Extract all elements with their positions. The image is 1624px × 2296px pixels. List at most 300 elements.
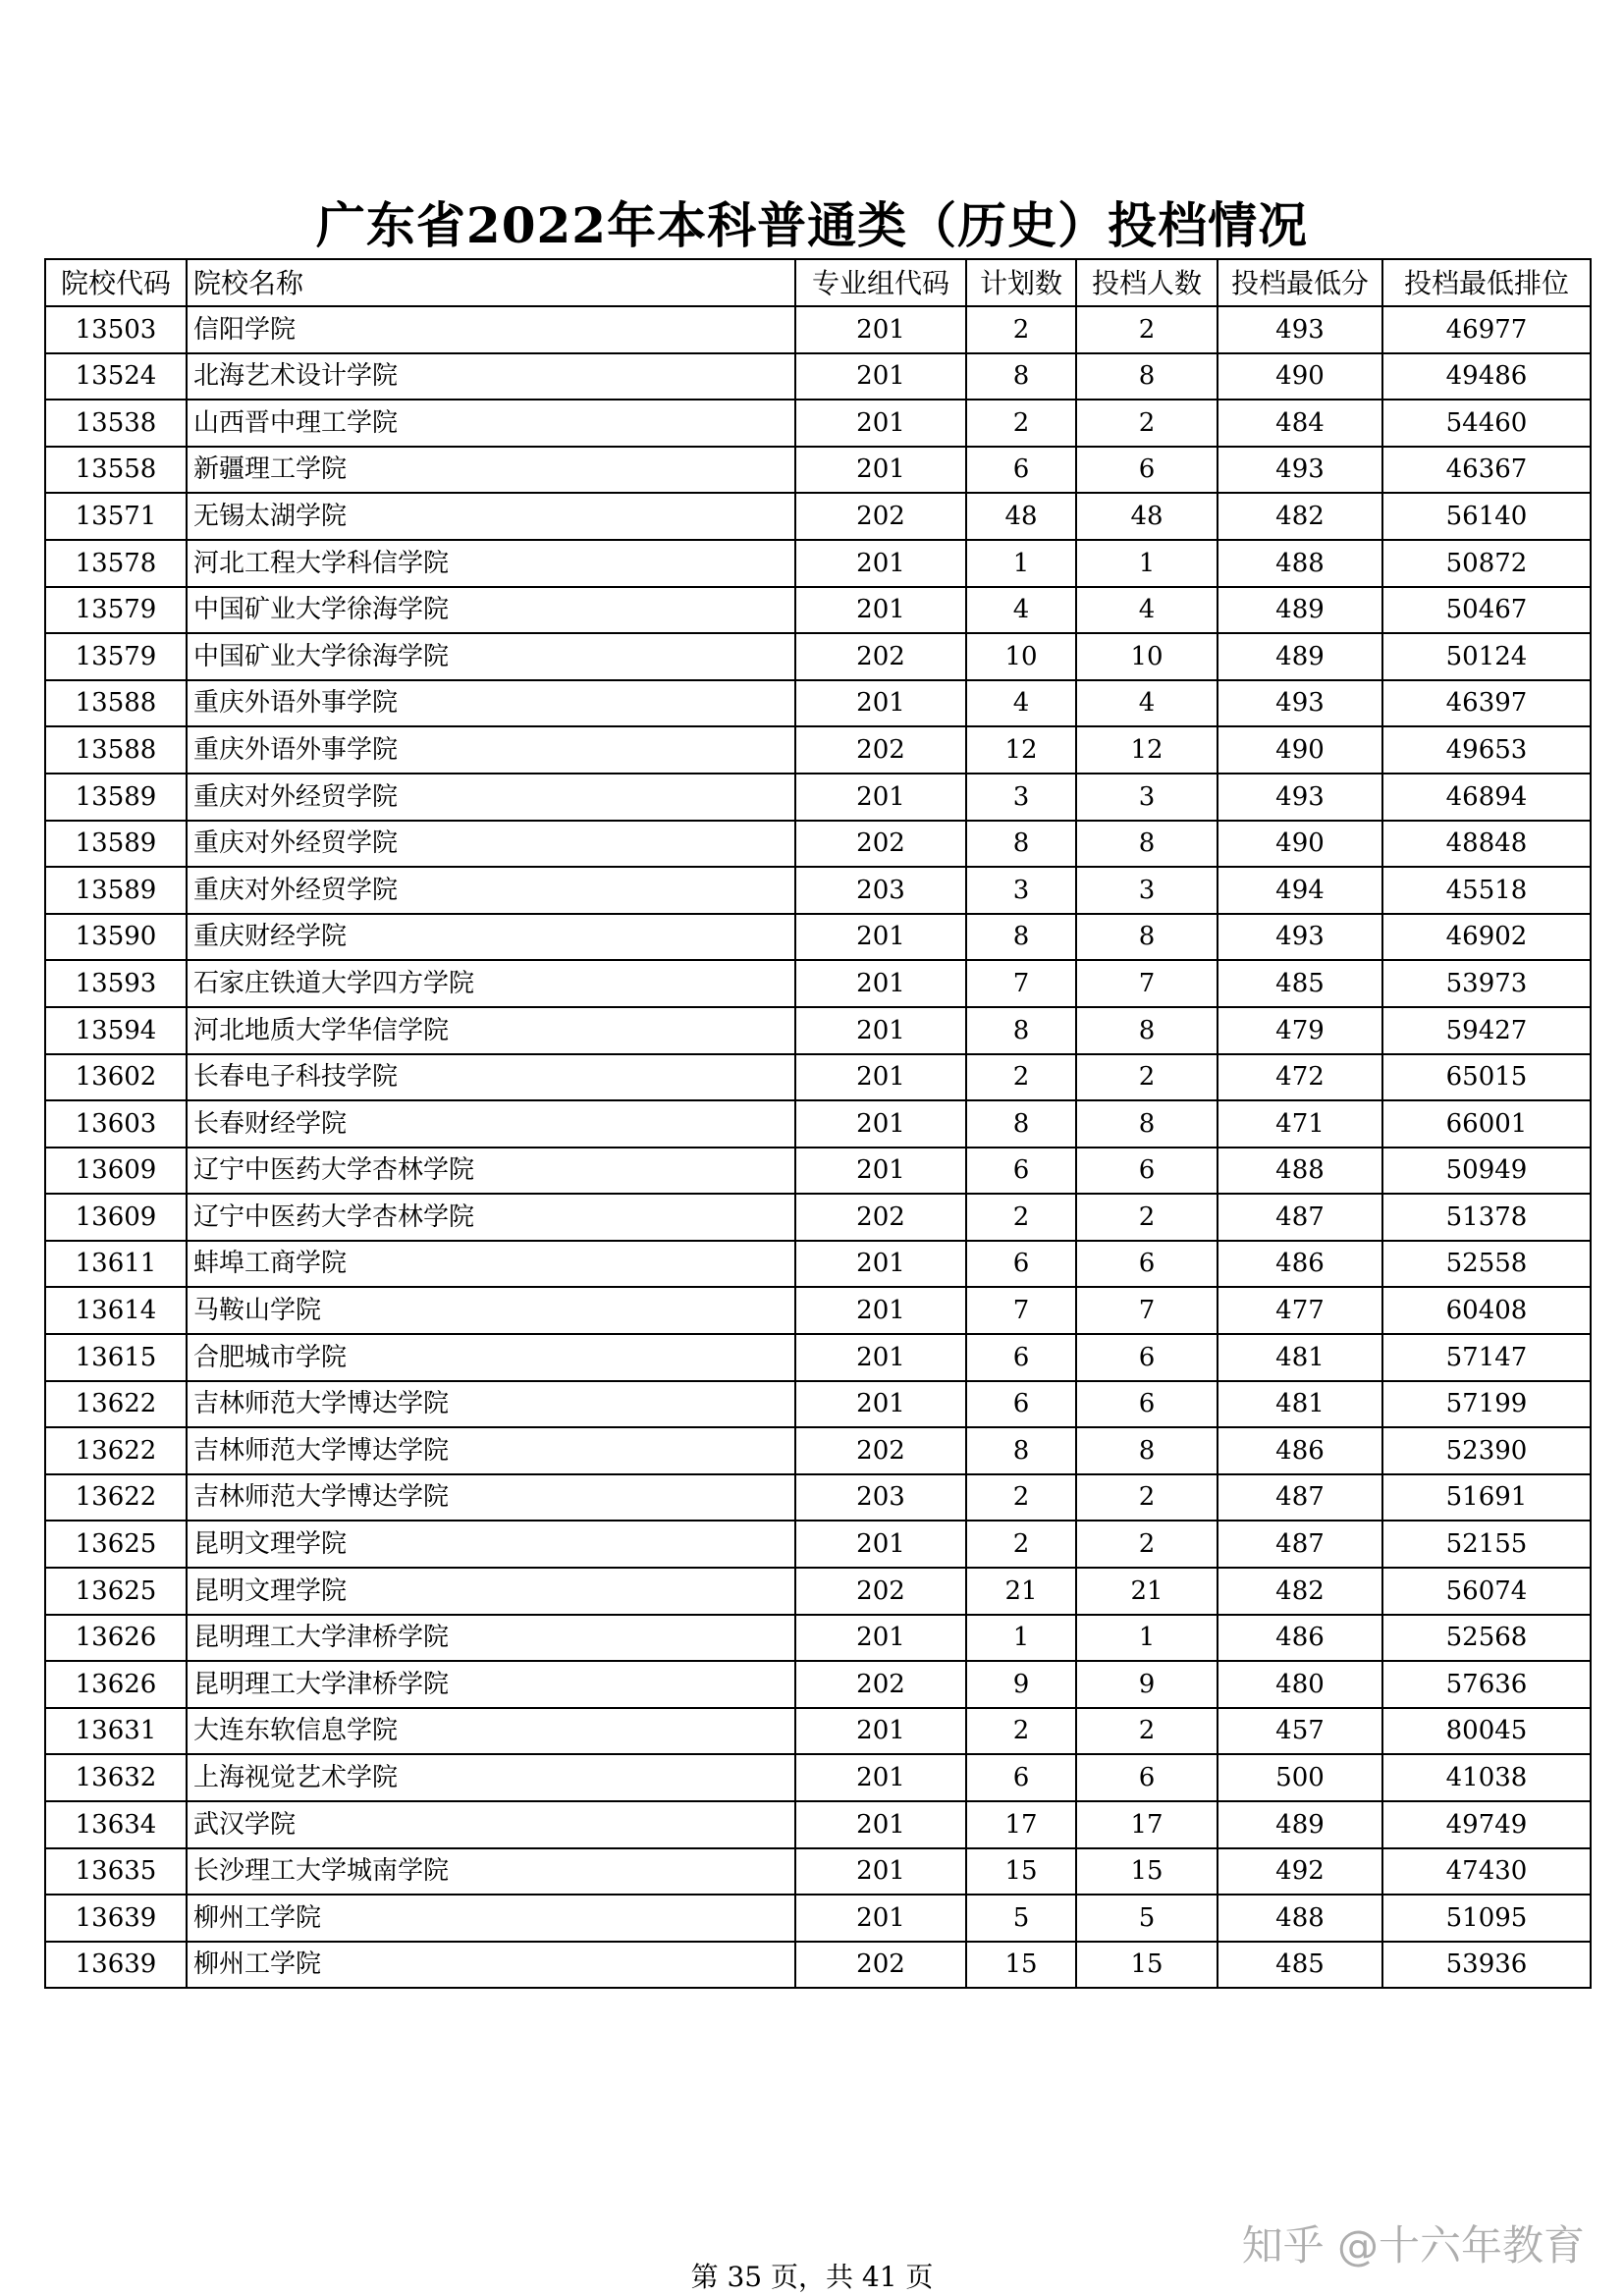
- cell-school-code: 13635: [45, 1848, 187, 1896]
- cell-min-rank: 56140: [1382, 493, 1591, 540]
- cell-min-rank: 52390: [1382, 1427, 1591, 1474]
- cell-admitted-count: 6: [1076, 1148, 1218, 1195]
- table-row: [45, 960, 1591, 1007]
- cell-plan-count: 6: [966, 1334, 1076, 1381]
- cell-group-code: 201: [795, 1007, 966, 1054]
- cell-plan-count: 2: [966, 1054, 1076, 1101]
- cell-min-score: 487: [1218, 1194, 1382, 1241]
- table-row: [45, 1615, 1591, 1662]
- table-row: [45, 306, 1591, 353]
- cell-school-code: 13571: [45, 493, 187, 540]
- cell-admitted-count: 7: [1076, 960, 1218, 1007]
- cell-min-rank: 80045: [1382, 1708, 1591, 1755]
- cell-school-name: 中国矿业大学徐海学院: [187, 633, 795, 680]
- cell-school-name: 长沙理工大学城南学院: [187, 1848, 795, 1896]
- cell-group-code: 201: [795, 1100, 966, 1148]
- cell-school-name: 河北工程大学科信学院: [187, 540, 795, 587]
- cell-min-rank: 50467: [1382, 587, 1591, 634]
- cell-min-rank: 48848: [1382, 821, 1591, 868]
- cell-school-name: 河北地质大学华信学院: [187, 1007, 795, 1054]
- table-row: [45, 1148, 1591, 1195]
- cell-min-score: 492: [1218, 1848, 1382, 1896]
- cell-min-score: 493: [1218, 680, 1382, 727]
- cell-plan-count: 9: [966, 1661, 1076, 1708]
- cell-school-name: 信阳学院: [187, 306, 795, 353]
- cell-group-code: 201: [795, 1148, 966, 1195]
- cell-group-code: 202: [795, 1427, 966, 1474]
- cell-min-score: 493: [1218, 447, 1382, 494]
- cell-school-code: 13622: [45, 1474, 187, 1522]
- cell-group-code: 201: [795, 447, 966, 494]
- cell-group-code: 202: [795, 1942, 966, 1989]
- table-row: [45, 1007, 1591, 1054]
- cell-group-code: 201: [795, 353, 966, 400]
- table-row: [45, 914, 1591, 961]
- cell-plan-count: 2: [966, 1708, 1076, 1755]
- cell-group-code: 201: [795, 680, 966, 727]
- cell-admitted-count: 2: [1076, 1054, 1218, 1101]
- cell-plan-count: 8: [966, 1427, 1076, 1474]
- cell-group-code: 201: [795, 960, 966, 1007]
- cell-admitted-count: 1: [1076, 1615, 1218, 1662]
- table-row: [45, 587, 1591, 634]
- cell-school-code: 13589: [45, 867, 187, 914]
- cell-min-score: 485: [1218, 1942, 1382, 1989]
- cell-min-rank: 47430: [1382, 1848, 1591, 1896]
- cell-min-score: 490: [1218, 726, 1382, 774]
- cell-admitted-count: 10: [1076, 633, 1218, 680]
- table-row: [45, 447, 1591, 494]
- cell-plan-count: 7: [966, 1287, 1076, 1334]
- cell-min-score: 490: [1218, 353, 1382, 400]
- cell-admitted-count: 6: [1076, 447, 1218, 494]
- cell-min-score: 457: [1218, 1708, 1382, 1755]
- cell-school-name: 辽宁中医药大学杏林学院: [187, 1148, 795, 1195]
- cell-group-code: 201: [795, 1895, 966, 1942]
- cell-school-name: 吉林师范大学博达学院: [187, 1474, 795, 1522]
- cell-min-rank: 65015: [1382, 1054, 1591, 1101]
- header-school-name: 院校名称: [187, 259, 795, 306]
- cell-admitted-count: 17: [1076, 1801, 1218, 1848]
- cell-plan-count: 6: [966, 1754, 1076, 1801]
- cell-plan-count: 4: [966, 587, 1076, 634]
- table-row: [45, 540, 1591, 587]
- cell-plan-count: 48: [966, 493, 1076, 540]
- cell-school-name: 重庆财经学院: [187, 914, 795, 961]
- cell-group-code: 203: [795, 867, 966, 914]
- cell-school-name: 昆明理工大学津桥学院: [187, 1661, 795, 1708]
- cell-school-code: 13579: [45, 587, 187, 634]
- table-row: [45, 821, 1591, 868]
- cell-admitted-count: 4: [1076, 587, 1218, 634]
- table-row: [45, 353, 1591, 400]
- watermark: 知乎 @十六年教育: [1241, 2221, 1585, 2269]
- cell-school-name: 吉林师范大学博达学院: [187, 1427, 795, 1474]
- cell-school-name: 无锡太湖学院: [187, 493, 795, 540]
- table-row: [45, 774, 1591, 821]
- table-row: [45, 1754, 1591, 1801]
- cell-min-rank: 50872: [1382, 540, 1591, 587]
- cell-school-name: 柳州工学院: [187, 1942, 795, 1989]
- cell-admitted-count: 2: [1076, 1708, 1218, 1755]
- table-row: [45, 1801, 1591, 1848]
- cell-min-score: 485: [1218, 960, 1382, 1007]
- cell-school-code: 13614: [45, 1287, 187, 1334]
- cell-plan-count: 7: [966, 960, 1076, 1007]
- cell-plan-count: 17: [966, 1801, 1076, 1848]
- cell-group-code: 202: [795, 1194, 966, 1241]
- cell-min-rank: 57636: [1382, 1661, 1591, 1708]
- table-row: [45, 1661, 1591, 1708]
- cell-school-code: 13593: [45, 960, 187, 1007]
- cell-min-rank: 53936: [1382, 1942, 1591, 1989]
- cell-plan-count: 8: [966, 821, 1076, 868]
- cell-plan-count: 8: [966, 914, 1076, 961]
- table-row: [45, 1848, 1591, 1896]
- cell-admitted-count: 6: [1076, 1381, 1218, 1428]
- cell-min-rank: 57199: [1382, 1381, 1591, 1428]
- cell-min-rank: 52568: [1382, 1615, 1591, 1662]
- cell-plan-count: 1: [966, 1615, 1076, 1662]
- cell-admitted-count: 8: [1076, 1427, 1218, 1474]
- cell-school-code: 13625: [45, 1568, 187, 1615]
- cell-school-code: 13625: [45, 1521, 187, 1568]
- cell-plan-count: 3: [966, 774, 1076, 821]
- cell-school-name: 柳州工学院: [187, 1895, 795, 1942]
- cell-school-name: 昆明文理学院: [187, 1568, 795, 1615]
- cell-school-code: 13503: [45, 306, 187, 353]
- cell-admitted-count: 8: [1076, 821, 1218, 868]
- cell-school-code: 13609: [45, 1148, 187, 1195]
- cell-plan-count: 5: [966, 1895, 1076, 1942]
- cell-min-score: 479: [1218, 1007, 1382, 1054]
- cell-group-code: 201: [795, 1054, 966, 1101]
- cell-plan-count: 6: [966, 1381, 1076, 1428]
- cell-group-code: 201: [795, 400, 966, 447]
- header-min-score: 投档最低分: [1218, 259, 1382, 306]
- table-body: [45, 306, 1591, 1988]
- cell-plan-count: 8: [966, 1100, 1076, 1148]
- cell-min-score: 486: [1218, 1241, 1382, 1288]
- cell-school-code: 13603: [45, 1100, 187, 1148]
- table-row: [45, 493, 1591, 540]
- cell-group-code: 201: [795, 1848, 966, 1896]
- cell-plan-count: 2: [966, 400, 1076, 447]
- cell-min-rank: 46397: [1382, 680, 1591, 727]
- cell-school-name: 蚌埠工商学院: [187, 1241, 795, 1288]
- cell-plan-count: 21: [966, 1568, 1076, 1615]
- cell-min-rank: 49749: [1382, 1801, 1591, 1848]
- cell-admitted-count: 2: [1076, 1194, 1218, 1241]
- cell-min-score: 489: [1218, 587, 1382, 634]
- cell-group-code: 202: [795, 821, 966, 868]
- cell-min-score: 489: [1218, 1801, 1382, 1848]
- cell-group-code: 201: [795, 1287, 966, 1334]
- cell-min-rank: 57147: [1382, 1334, 1591, 1381]
- table-row: [45, 1381, 1591, 1428]
- cell-school-code: 13589: [45, 821, 187, 868]
- cell-admitted-count: 6: [1076, 1754, 1218, 1801]
- cell-school-name: 石家庄铁道大学四方学院: [187, 960, 795, 1007]
- cell-min-rank: 46902: [1382, 914, 1591, 961]
- table-row: [45, 400, 1591, 447]
- cell-plan-count: 15: [966, 1848, 1076, 1896]
- cell-group-code: 202: [795, 1568, 966, 1615]
- cell-min-score: 493: [1218, 774, 1382, 821]
- cell-min-score: 493: [1218, 914, 1382, 961]
- cell-school-name: 中国矿业大学徐海学院: [187, 587, 795, 634]
- cell-min-score: 489: [1218, 633, 1382, 680]
- cell-min-rank: 46367: [1382, 447, 1591, 494]
- cell-school-code: 13524: [45, 353, 187, 400]
- table-row: [45, 680, 1591, 727]
- cell-group-code: 202: [795, 1661, 966, 1708]
- cell-school-name: 合肥城市学院: [187, 1334, 795, 1381]
- header-row: [45, 259, 1591, 306]
- table-row: [45, 1287, 1591, 1334]
- cell-min-score: 482: [1218, 1568, 1382, 1615]
- cell-school-name: 山西晋中理工学院: [187, 400, 795, 447]
- cell-school-code: 13579: [45, 633, 187, 680]
- cell-min-score: 484: [1218, 400, 1382, 447]
- cell-admitted-count: 8: [1076, 914, 1218, 961]
- cell-min-rank: 53973: [1382, 960, 1591, 1007]
- cell-school-name: 马鞍山学院: [187, 1287, 795, 1334]
- cell-admitted-count: 8: [1076, 353, 1218, 400]
- cell-school-code: 13538: [45, 400, 187, 447]
- cell-plan-count: 10: [966, 633, 1076, 680]
- table-row: [45, 726, 1591, 774]
- cell-school-name: 辽宁中医药大学杏林学院: [187, 1194, 795, 1241]
- cell-group-code: 201: [795, 587, 966, 634]
- cell-min-score: 493: [1218, 306, 1382, 353]
- header-group-code: 专业组代码: [795, 259, 966, 306]
- cell-min-rank: 41038: [1382, 1754, 1591, 1801]
- cell-admitted-count: 2: [1076, 1474, 1218, 1522]
- page-footer: 第 35 页，共 41 页: [690, 2261, 934, 2293]
- cell-school-name: 大连东软信息学院: [187, 1708, 795, 1755]
- cell-admitted-count: 8: [1076, 1007, 1218, 1054]
- cell-group-code: 201: [795, 540, 966, 587]
- table-row: [45, 1241, 1591, 1288]
- admission-table: [44, 258, 1592, 1989]
- cell-min-rank: 49653: [1382, 726, 1591, 774]
- table-row: [45, 1895, 1591, 1942]
- cell-school-name: 重庆外语外事学院: [187, 726, 795, 774]
- table-row: [45, 1708, 1591, 1755]
- cell-min-score: 472: [1218, 1054, 1382, 1101]
- table-row: [45, 1942, 1591, 1989]
- cell-group-code: 202: [795, 726, 966, 774]
- cell-admitted-count: 2: [1076, 1521, 1218, 1568]
- cell-school-code: 13602: [45, 1054, 187, 1101]
- cell-min-rank: 52155: [1382, 1521, 1591, 1568]
- cell-plan-count: 8: [966, 353, 1076, 400]
- page-title: 广东省2022年本科普通类（历史）投档情况: [315, 196, 1309, 254]
- cell-min-rank: 45518: [1382, 867, 1591, 914]
- cell-school-name: 重庆对外经贸学院: [187, 821, 795, 868]
- cell-admitted-count: 4: [1076, 680, 1218, 727]
- table-row: [45, 1334, 1591, 1381]
- cell-admitted-count: 7: [1076, 1287, 1218, 1334]
- cell-admitted-count: 5: [1076, 1895, 1218, 1942]
- cell-plan-count: 6: [966, 1241, 1076, 1288]
- cell-group-code: 201: [795, 914, 966, 961]
- cell-min-score: 487: [1218, 1474, 1382, 1522]
- header-admitted-count: 投档人数: [1076, 259, 1218, 306]
- cell-group-code: 201: [795, 1381, 966, 1428]
- cell-min-score: 488: [1218, 1148, 1382, 1195]
- cell-school-name: 重庆外语外事学院: [187, 680, 795, 727]
- cell-plan-count: 2: [966, 1194, 1076, 1241]
- cell-school-code: 13594: [45, 1007, 187, 1054]
- cell-min-score: 480: [1218, 1661, 1382, 1708]
- header-min-rank: 投档最低排位: [1382, 259, 1591, 306]
- cell-school-code: 13632: [45, 1754, 187, 1801]
- header-plan-count: 计划数: [966, 259, 1076, 306]
- cell-school-code: 13639: [45, 1895, 187, 1942]
- cell-group-code: 201: [795, 1801, 966, 1848]
- cell-min-score: 486: [1218, 1427, 1382, 1474]
- cell-school-code: 13626: [45, 1615, 187, 1662]
- cell-admitted-count: 2: [1076, 306, 1218, 353]
- table-row: [45, 1100, 1591, 1148]
- cell-min-rank: 46977: [1382, 306, 1591, 353]
- cell-min-rank: 51095: [1382, 1895, 1591, 1942]
- cell-min-rank: 50949: [1382, 1148, 1591, 1195]
- cell-min-score: 482: [1218, 493, 1382, 540]
- table-row: [45, 1568, 1591, 1615]
- cell-school-name: 重庆对外经贸学院: [187, 867, 795, 914]
- cell-min-score: 488: [1218, 540, 1382, 587]
- cell-group-code: 201: [795, 1754, 966, 1801]
- table-row: [45, 1474, 1591, 1522]
- cell-group-code: 203: [795, 1474, 966, 1522]
- table-row: [45, 633, 1591, 680]
- cell-group-code: 201: [795, 1708, 966, 1755]
- cell-group-code: 201: [795, 1521, 966, 1568]
- cell-plan-count: 1: [966, 540, 1076, 587]
- cell-min-rank: 54460: [1382, 400, 1591, 447]
- cell-admitted-count: 8: [1076, 1100, 1218, 1148]
- cell-plan-count: 8: [966, 1007, 1076, 1054]
- cell-plan-count: 12: [966, 726, 1076, 774]
- cell-plan-count: 6: [966, 1148, 1076, 1195]
- cell-school-name: 昆明文理学院: [187, 1521, 795, 1568]
- cell-min-rank: 52558: [1382, 1241, 1591, 1288]
- cell-admitted-count: 12: [1076, 726, 1218, 774]
- cell-school-code: 13588: [45, 726, 187, 774]
- cell-group-code: 201: [795, 306, 966, 353]
- cell-min-score: 481: [1218, 1334, 1382, 1381]
- cell-school-code: 13631: [45, 1708, 187, 1755]
- cell-group-code: 201: [795, 1334, 966, 1381]
- cell-min-score: 477: [1218, 1287, 1382, 1334]
- cell-group-code: 202: [795, 633, 966, 680]
- cell-admitted-count: 9: [1076, 1661, 1218, 1708]
- table-row: [45, 1054, 1591, 1101]
- cell-admitted-count: 48: [1076, 493, 1218, 540]
- cell-school-code: 13639: [45, 1942, 187, 1989]
- cell-school-code: 13626: [45, 1661, 187, 1708]
- cell-admitted-count: 2: [1076, 400, 1218, 447]
- cell-school-name: 昆明理工大学津桥学院: [187, 1615, 795, 1662]
- cell-school-code: 13588: [45, 680, 187, 727]
- cell-group-code: 201: [795, 774, 966, 821]
- cell-school-code: 13634: [45, 1801, 187, 1848]
- cell-school-code: 13622: [45, 1427, 187, 1474]
- cell-group-code: 201: [795, 1241, 966, 1288]
- cell-min-rank: 51378: [1382, 1194, 1591, 1241]
- cell-school-name: 上海视觉艺术学院: [187, 1754, 795, 1801]
- cell-min-score: 490: [1218, 821, 1382, 868]
- cell-school-code: 13558: [45, 447, 187, 494]
- cell-min-rank: 59427: [1382, 1007, 1591, 1054]
- cell-admitted-count: 3: [1076, 774, 1218, 821]
- cell-min-score: 486: [1218, 1615, 1382, 1662]
- cell-school-name: 武汉学院: [187, 1801, 795, 1848]
- cell-plan-count: 4: [966, 680, 1076, 727]
- cell-min-rank: 56074: [1382, 1568, 1591, 1615]
- cell-school-name: 长春财经学院: [187, 1100, 795, 1148]
- cell-school-code: 13615: [45, 1334, 187, 1381]
- cell-min-score: 494: [1218, 867, 1382, 914]
- cell-min-rank: 60408: [1382, 1287, 1591, 1334]
- cell-school-code: 13589: [45, 774, 187, 821]
- table-row: [45, 1427, 1591, 1474]
- cell-school-name: 吉林师范大学博达学院: [187, 1381, 795, 1428]
- cell-school-code: 13611: [45, 1241, 187, 1288]
- cell-min-rank: 50124: [1382, 633, 1591, 680]
- cell-min-rank: 66001: [1382, 1100, 1591, 1148]
- cell-min-score: 481: [1218, 1381, 1382, 1428]
- cell-school-code: 13622: [45, 1381, 187, 1428]
- cell-min-rank: 51691: [1382, 1474, 1591, 1522]
- cell-min-rank: 46894: [1382, 774, 1591, 821]
- cell-admitted-count: 6: [1076, 1334, 1218, 1381]
- header-school-code: 院校代码: [45, 259, 187, 306]
- cell-school-code: 13609: [45, 1194, 187, 1241]
- cell-school-code: 13578: [45, 540, 187, 587]
- cell-min-score: 471: [1218, 1100, 1382, 1148]
- cell-school-name: 新疆理工学院: [187, 447, 795, 494]
- cell-group-code: 201: [795, 1615, 966, 1662]
- cell-plan-count: 2: [966, 1521, 1076, 1568]
- cell-school-code: 13590: [45, 914, 187, 961]
- cell-min-score: 500: [1218, 1754, 1382, 1801]
- cell-admitted-count: 15: [1076, 1848, 1218, 1896]
- table-row: [45, 1194, 1591, 1241]
- cell-min-score: 487: [1218, 1521, 1382, 1568]
- cell-admitted-count: 15: [1076, 1942, 1218, 1989]
- table-row: [45, 867, 1591, 914]
- cell-group-code: 202: [795, 493, 966, 540]
- cell-school-name: 重庆对外经贸学院: [187, 774, 795, 821]
- cell-plan-count: 15: [966, 1942, 1076, 1989]
- cell-school-name: 长春电子科技学院: [187, 1054, 795, 1101]
- cell-school-name: 北海艺术设计学院: [187, 353, 795, 400]
- cell-min-score: 488: [1218, 1895, 1382, 1942]
- cell-admitted-count: 6: [1076, 1241, 1218, 1288]
- cell-plan-count: 6: [966, 447, 1076, 494]
- cell-admitted-count: 21: [1076, 1568, 1218, 1615]
- cell-plan-count: 2: [966, 306, 1076, 353]
- cell-min-rank: 49486: [1382, 353, 1591, 400]
- table-row: [45, 1521, 1591, 1568]
- cell-plan-count: 2: [966, 1474, 1076, 1522]
- cell-plan-count: 3: [966, 867, 1076, 914]
- cell-admitted-count: 1: [1076, 540, 1218, 587]
